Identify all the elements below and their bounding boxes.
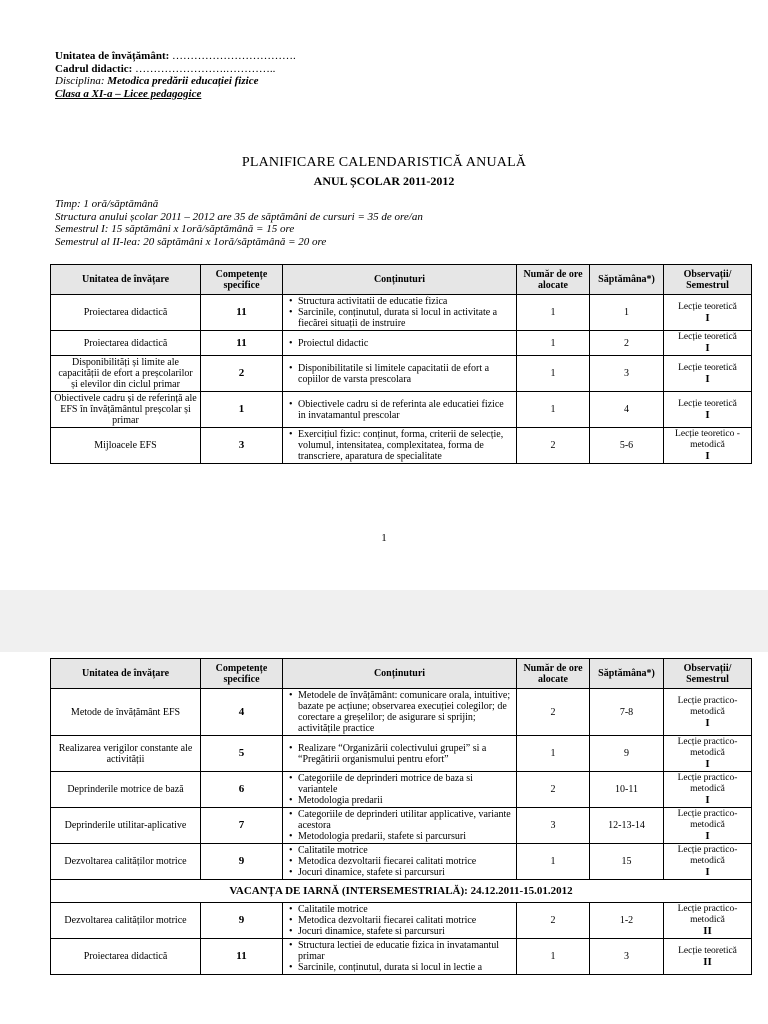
unit-cell: Proiectarea didactică (51, 939, 201, 975)
week-cell: 10-11 (590, 772, 664, 808)
content-list (286, 904, 513, 937)
hours-cell: 1 (517, 331, 590, 356)
table-row (51, 428, 752, 464)
observation-cell (664, 392, 752, 428)
unit-cell: Dezvoltarea calităților motrice (51, 844, 201, 880)
content-cell (283, 331, 517, 356)
semester: II (703, 955, 712, 968)
unit-cell: Realizarea verigilor constante ale activității (51, 736, 201, 772)
content-item: • Metodologia predarii, stafete si parcursuri (298, 831, 513, 842)
week-cell: 2 (590, 331, 664, 356)
unit-cell: Mijloacele EFS (51, 428, 201, 464)
hours-cell: 1 (517, 939, 590, 975)
observation-cell (664, 331, 752, 356)
document-header (55, 50, 296, 100)
col-header-hours: Număr de ore alocate (517, 265, 590, 295)
hours-cell: 3 (517, 808, 590, 844)
lesson-type: Lecție practico-metodică (677, 809, 738, 830)
col-header-week: Săptămâna*) (590, 265, 664, 295)
hours-cell: 2 (517, 903, 590, 939)
competence-cell: 7 (201, 808, 283, 844)
lesson-type: Lecție practico-metodică (677, 695, 738, 717)
lesson-type: Lecție teoretică (678, 362, 737, 373)
info-line: Semestrul I: 15 săptămâni x 1oră/săptămână = 15 ore (55, 223, 295, 235)
content-item: • Structura lectiei de educatie fizica in invatamantul primar (298, 940, 513, 962)
content-list (286, 399, 513, 421)
page-number: 1 (381, 532, 387, 544)
week-cell: 5-6 (590, 428, 664, 464)
semester: I (705, 311, 710, 324)
lesson-type: Lecție practico-metodică (677, 904, 738, 925)
table-row (51, 772, 752, 808)
content-item: • Metodica dezvoltarii fiecarei calitati motrice (298, 856, 513, 867)
content-item: • Jocuri dinamice, stafete si parcursuri (298, 867, 513, 878)
week-cell: 9 (590, 736, 664, 772)
content-item: • Realizare “Organizării colectivului grupei” si a “Pregătirii organismului pentru efort” (298, 743, 513, 765)
content-list (286, 940, 513, 973)
unit-cell: Proiectarea didactică (51, 295, 201, 331)
content-item: • Calitatile motrice (298, 845, 513, 856)
unit-cell: Metode de învățământ EFS (51, 689, 201, 736)
unit-cell: Deprinderile motrice de bază (51, 772, 201, 808)
week-cell: 1 (590, 295, 664, 331)
table-row (51, 808, 752, 844)
content-item: • Obiectivele cadru si de referinta ale educatiei fizice in invatamantul prescolar (298, 399, 513, 421)
col-header-hours: Număr de ore alocate (517, 659, 590, 689)
week-cell: 3 (590, 939, 664, 975)
semester: I (705, 758, 710, 770)
observation-cell (664, 736, 752, 772)
competence-cell: 2 (201, 356, 283, 392)
cadru-value: …………………….………….. (135, 62, 276, 75)
page-subtitle: ANUL ȘCOLAR 2011-2012 (313, 174, 455, 188)
competence-cell: 1 (201, 392, 283, 428)
semester: II (703, 925, 712, 937)
content-item: • Categoriile de deprinderi utilitar applicative, variante acestora (298, 809, 513, 831)
disciplina-value: Metodica predării educației fizice (107, 75, 259, 87)
content-cell (283, 428, 517, 464)
semester: I (705, 794, 710, 806)
observation-cell (664, 808, 752, 844)
content-list (286, 845, 513, 878)
observation-cell (664, 428, 752, 464)
lesson-type: Lecție teoretică (678, 945, 737, 956)
time-info (55, 198, 423, 248)
lesson-type: Lecție teoretico - metodică (675, 429, 740, 450)
semester: I (705, 408, 710, 421)
col-header-obs: Observații/ Semestrul (664, 265, 752, 295)
table-row (51, 939, 752, 975)
content-cell (283, 939, 517, 975)
content-item: • Jocuri dinamice, stafete si parcursuri (298, 926, 513, 937)
unit-cell: Obiectivele cadru și de referință ale EFS în învățământul preșcolar și primar (51, 392, 201, 428)
semester: I (705, 866, 710, 878)
content-item: • Metodele de învățământ: comunicare orala, intuitive; bazate pe acțiune; observarea execuției colegilor; de corectare a greșelilor; de asigurare si sprijin; activitățile practice (298, 690, 513, 734)
unitate-label: Unitatea de învățământ: (55, 50, 170, 62)
competence-cell: 11 (201, 295, 283, 331)
hours-cell: 2 (517, 772, 590, 808)
week-cell: 3 (590, 356, 664, 392)
lesson-type: Lecție teoretică (678, 398, 737, 409)
info-line: Structura anului școlar 2011 – 2012 are 35 de săptămâni de cursuri = 35 de ore/an (55, 210, 423, 223)
content-item: • Metodica dezvoltarii fiecarei calitati motrice (298, 915, 513, 926)
content-cell (283, 772, 517, 808)
content-cell (283, 808, 517, 844)
col-header-unit: Unitatea de învățare (51, 659, 201, 689)
col-header-content: Conținuturi (283, 265, 517, 295)
lesson-type: Lecție practico-metodică (677, 737, 738, 758)
observation-cell (664, 844, 752, 880)
planning-table-2 (50, 658, 752, 975)
hours-cell: 1 (517, 844, 590, 880)
semester: I (705, 450, 710, 462)
content-cell (283, 903, 517, 939)
observation-cell (664, 689, 752, 736)
competence-cell: 5 (201, 736, 283, 772)
content-list (286, 690, 513, 734)
content-list (286, 743, 513, 765)
content-list (286, 429, 513, 462)
disciplina-label: Disciplina: (55, 75, 105, 87)
vacation-cell: VACANȚA DE IARNĂ (INTERSEMESTRIALĂ): 24.12.2011-15.01.2012 (51, 880, 752, 903)
col-header-comp: Competențe specifice (201, 265, 283, 295)
competence-cell: 6 (201, 772, 283, 808)
clasa: Clasa a XI-a – Licee pedagogice (55, 87, 202, 100)
content-cell (283, 736, 517, 772)
table-row (51, 736, 752, 772)
lesson-type: Lecție practico-metodică (677, 773, 738, 794)
hours-cell: 1 (517, 295, 590, 331)
content-list (286, 809, 513, 842)
competence-cell: 3 (201, 428, 283, 464)
content-item: • Sarcinile, conținutul, durata si locul in activitate a fiecărei situații de instruire (298, 307, 513, 329)
col-header-comp: Competențe specifice (201, 659, 283, 689)
unit-cell: Disponibilități și limite ale capacității de efort a preșcolarilor și elevilor din ciclul primar (51, 356, 201, 392)
table-row (51, 689, 752, 736)
content-list (286, 296, 513, 329)
observation-cell (664, 772, 752, 808)
vacation-row (51, 880, 752, 903)
content-item: • Exercițiul fizic: conținut, forma, criterii de selecție, volumul, intensitatea, complexitatea, forma de transcriere, aparatura de specialitate (298, 429, 513, 462)
observation-cell (664, 295, 752, 331)
lesson-type: Lecție teoretică (678, 301, 737, 312)
content-cell (283, 295, 517, 331)
semester: I (705, 716, 710, 729)
planning-table-1 (50, 264, 752, 464)
page-gap (0, 590, 768, 652)
col-header-content: Conținuturi (283, 659, 517, 689)
content-item: • Calitatile motrice (298, 904, 513, 915)
content-cell (283, 844, 517, 880)
col-header-unit: Unitatea de învățare (51, 265, 201, 295)
observation-cell (664, 939, 752, 975)
content-cell (283, 356, 517, 392)
competence-cell: 9 (201, 844, 283, 880)
week-cell: 12-13-14 (590, 808, 664, 844)
competence-cell: 9 (201, 903, 283, 939)
content-list (286, 338, 513, 349)
semester: I (705, 830, 710, 842)
lesson-type: Lecție teoretică (678, 332, 737, 342)
competence-cell: 11 (201, 939, 283, 975)
content-item: • Proiectul didactic (298, 338, 513, 349)
content-item: • Sarcinile, conținutul, durata si locul in lectie a (298, 962, 513, 973)
content-cell (283, 689, 517, 736)
semester: I (705, 342, 710, 354)
unit-cell: Deprinderile utilitar-aplicative (51, 808, 201, 844)
unit-cell: Proiectarea didactică (51, 331, 201, 356)
page-2 (0, 652, 768, 1024)
table-row (51, 392, 752, 428)
unitate-value: ……………………………. (172, 50, 296, 62)
content-list (286, 363, 513, 385)
competence-cell: 4 (201, 689, 283, 736)
hours-cell: 1 (517, 736, 590, 772)
table-row (51, 295, 752, 331)
week-cell: 7-8 (590, 689, 664, 736)
table-row (51, 844, 752, 880)
week-cell: 15 (590, 844, 664, 880)
semester: I (705, 372, 710, 385)
hours-cell: 2 (517, 428, 590, 464)
hours-cell: 1 (517, 392, 590, 428)
competence-cell: 11 (201, 331, 283, 356)
week-cell: 1-2 (590, 903, 664, 939)
table-row (51, 903, 752, 939)
info-line: Semestrul al II-lea: 20 săptămâni x 1oră/săptămână = 20 ore (55, 235, 327, 248)
cadru-label: Cadrul didactic: (55, 62, 133, 75)
content-item: • Metodologia predarii (298, 795, 513, 806)
info-line: Timp: 1 oră/săptămână (55, 198, 159, 210)
content-cell (283, 392, 517, 428)
lesson-type: Lecție practico-metodică (677, 845, 738, 866)
page-title: PLANIFICARE CALENDARISTICĂ ANUALĂ (241, 155, 527, 170)
hours-cell: 2 (517, 689, 590, 736)
content-item: • Categoriile de deprinderi motrice de baza si variantele (298, 773, 513, 795)
content-item: • Disponibilitatile si limitele capacitatii de efort a copiilor de varsta prescolara (298, 363, 513, 385)
table-row (51, 356, 752, 392)
table-row (51, 331, 752, 356)
col-header-week: Săptămâna*) (590, 659, 664, 689)
week-cell: 4 (590, 392, 664, 428)
hours-cell: 1 (517, 356, 590, 392)
observation-cell (664, 356, 752, 392)
content-item: • Structura activitatii de educatie fizica (298, 296, 513, 307)
unit-cell: Dezvoltarea calităților motrice (51, 903, 201, 939)
observation-cell (664, 903, 752, 939)
col-header-obs: Observații/ Semestrul (664, 659, 752, 689)
content-list (286, 773, 513, 806)
